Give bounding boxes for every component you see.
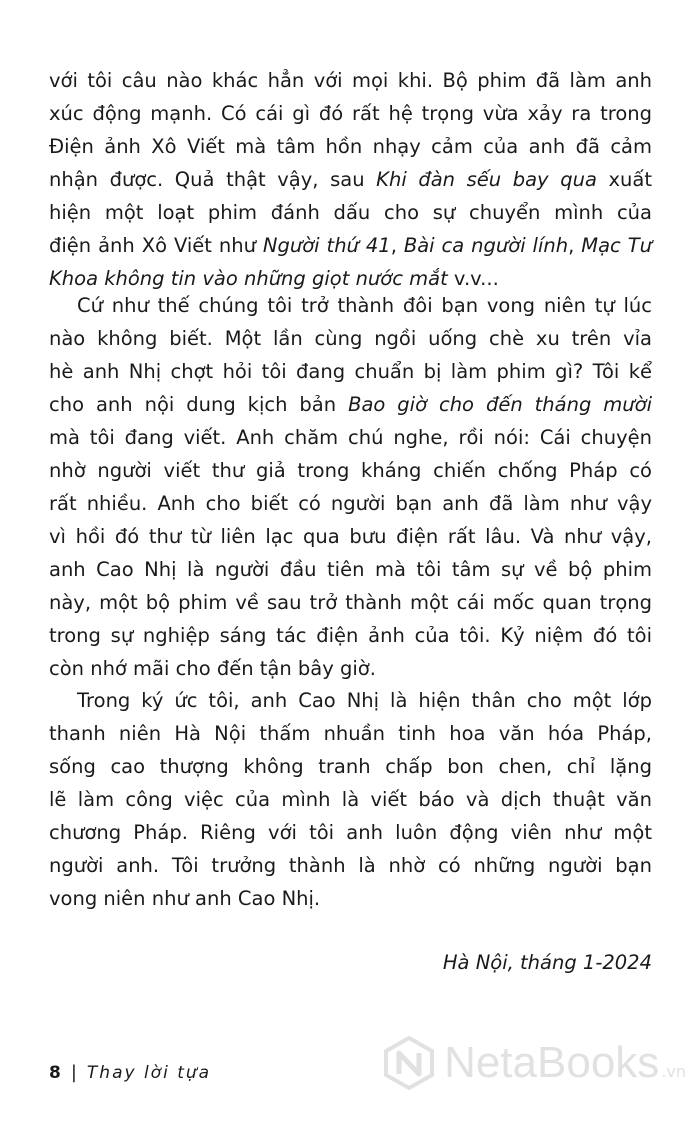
text-span: thanh niên Hà Nội thấm nhuần tinh hoa văn hóa Pháp, (49, 722, 652, 745)
text-line (77, 289, 652, 322)
page-footer (49, 1062, 211, 1083)
text-span: sống cao thượng không tranh chấp bon chen, chỉ lặng (49, 755, 652, 778)
text-span: nhận được. Quả thật vậy, sau (49, 168, 377, 191)
text-line (49, 882, 652, 915)
text-line (49, 322, 652, 355)
italic-title: Khoa không tin vào những giọt nước mắt (49, 267, 448, 290)
text-span: Điện ảnh Xô Viết mà tâm hồn nhạy cảm của anh đã cảm (49, 135, 652, 158)
text-line (49, 783, 652, 816)
text-span: mà tôi đang viết. Anh chăm chú nghe, rồi nói: Cái chuyện (49, 426, 652, 449)
text-line (49, 619, 652, 652)
text-span: hè anh Nhị chợt hỏi tôi đang chuẩn bị làm phim gì? Tôi kể (49, 360, 652, 383)
text-line (77, 684, 652, 717)
text-span: vong niên như anh Cao Nhị. (49, 887, 321, 910)
text-span: chương Pháp. Riêng với tôi anh luôn động viên như một (49, 821, 652, 844)
text-line (49, 388, 652, 421)
italic-title: Người thứ 41 (262, 234, 391, 257)
page-number: 8 (49, 1062, 61, 1083)
text-span: Cứ như thế chúng tôi trở thành đôi bạn vong niên tự lúc (77, 294, 652, 317)
text-span: anh Cao Nhị là người đầu tiên mà tôi tâm sự về bộ phim (49, 558, 652, 581)
text-line (49, 750, 652, 783)
text-line (49, 163, 652, 196)
text-span: này, một bộ phim về sau trở thành một cái mốc quan trọng (49, 591, 652, 614)
text-span: xúc động mạnh. Có cái gì đó rất hệ trọng vừa xảy ra trong (49, 102, 652, 125)
text-span: người anh. Tôi trưởng thành là nhờ có những người bạn (49, 854, 652, 877)
text-span: hiện một loạt phim đánh dấu cho sự chuyển mình của (49, 201, 652, 224)
text-line (49, 816, 652, 849)
text-line (49, 196, 652, 229)
text-line (49, 130, 652, 163)
text-line (49, 97, 652, 130)
signature: Hà Nội, tháng 1-2024 (442, 951, 652, 974)
text-span: nhờ người viết thư giả trong kháng chiến chống Pháp có (49, 459, 652, 482)
watermark-suffix: .vn (661, 1061, 686, 1081)
text-line (49, 717, 652, 750)
netabooks-logo-icon (382, 1036, 436, 1090)
text-line (49, 229, 652, 262)
text-span: điện ảnh Xô Viết như (49, 234, 263, 257)
text-line (49, 355, 652, 388)
text-line (49, 652, 652, 685)
text-line (49, 849, 652, 882)
text-line (49, 553, 652, 586)
text-span: , (390, 234, 404, 257)
text-line (49, 64, 652, 97)
footer-separator: | (70, 1062, 77, 1083)
text-span: , (568, 234, 582, 257)
text-span: vì hồi đó thư từ liên lạc qua bưu điện rất lâu. Và như vậy, (49, 525, 652, 548)
italic-title: Bao giờ cho đến tháng mười (348, 393, 652, 416)
text-line (49, 520, 652, 553)
watermark-text: NetaBooks (444, 1038, 660, 1087)
italic-title: Bài ca người lính (403, 234, 569, 257)
text-line (49, 487, 652, 520)
text-span: xuất (596, 168, 652, 191)
text-span: trong sự nghiệp sáng tác điện ảnh của tôi. Kỷ niệm đó tôi (49, 624, 652, 647)
text-span: nào không biết. Một lần cùng ngồi uống chè xu trên vỉa (49, 327, 652, 350)
text-span: lẽ làm công việc của mình là viết báo và dịch thuật văn (49, 788, 652, 811)
text-span: còn nhớ mãi cho đến tận bây giờ. (49, 657, 376, 680)
text-span: cho anh nội dung kịch bản (49, 393, 349, 416)
text-line (49, 586, 652, 619)
text-span: rất nhiều. Anh cho biết có người bạn anh đã làm như vậy (49, 492, 652, 515)
text-line (49, 454, 652, 487)
text-line (49, 421, 652, 454)
section-title: Thay lời tựa (86, 1062, 212, 1083)
watermark (382, 1036, 686, 1090)
italic-title: Mạc Tư (581, 234, 652, 257)
text-span: v.v... (447, 267, 499, 290)
text-span: với tôi câu nào khác hẳn với mọi khi. Bộ phim đã làm anh (49, 69, 652, 92)
italic-title: Khi đàn sếu bay qua (376, 168, 597, 191)
text-span: Trong ký ức tôi, anh Cao Nhị là hiện thân cho một lớp (77, 689, 652, 712)
